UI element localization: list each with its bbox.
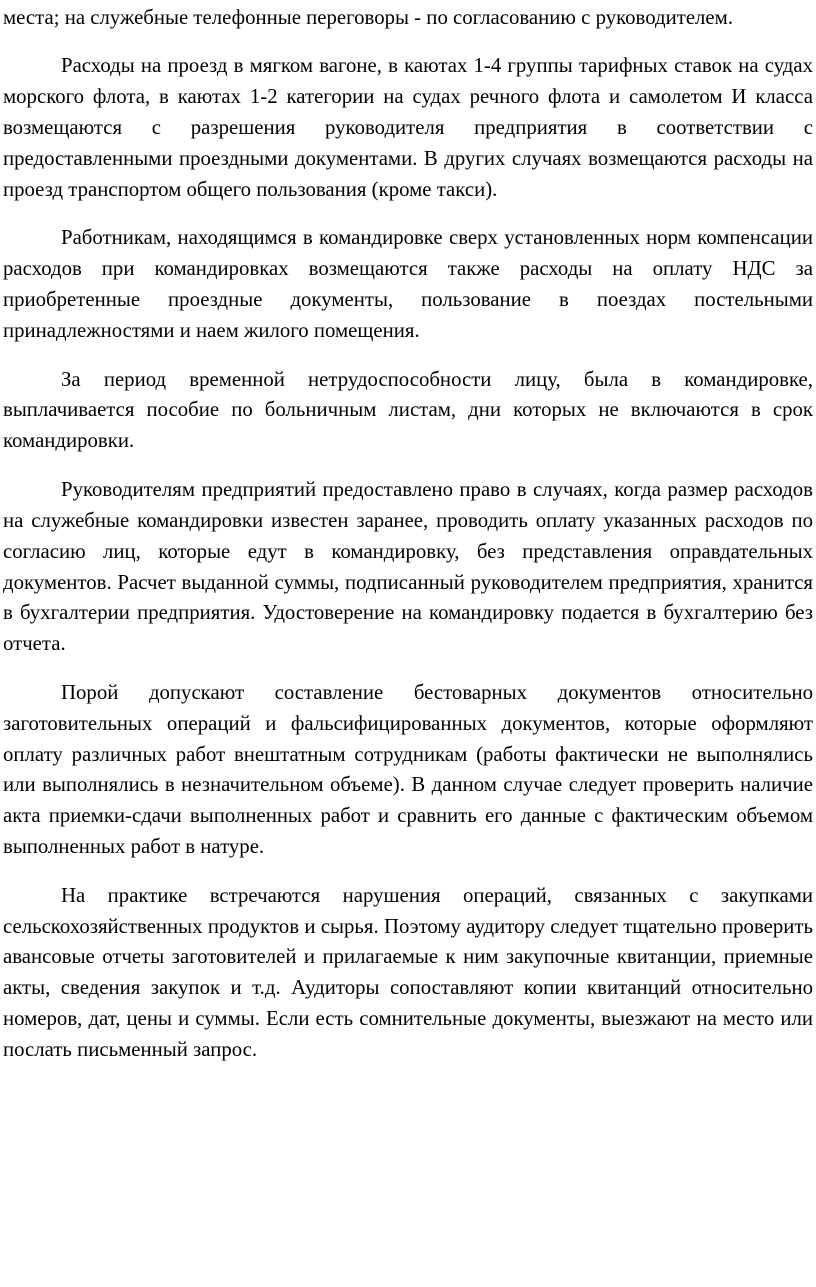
paragraph-vat-compensation: Работникам, находящимся в командировке сверх установленных норм компенсации расходов при командировках возмещаются также расходы на оплату НДС за приобретенные проездные документы, пользование в поездах постельными принадлежностями и наем жилого помещения. bbox=[3, 226, 813, 343]
paragraph-travel-expenses: Расходы на проезд в мягком вагоне, в каютах 1-4 группы тарифных ставок на судах морского флота, в каютах 1-2 категории на судах речного флота и самолетом И класса возмещаются с разрешения руководителя предприятия в соответствии с предоставленными проездными документами. В других случаях возмещаются расходы на проезд транспортом общего пользования (кроме такси). bbox=[3, 54, 813, 202]
paragraph-procurement-violations: На практике встречаются нарушения операций, связанных с закупками сельскохозяйственных продуктов и сырья. Поэтому аудитору следует тщательно проверить авансовые отчеты заготовителей и прилагаемые к ним закупочные квитанции, приемные акты, сведения закупок и т.д. Аудиторы сопоставляют копии квитанций относительно номеров, дат, цены и суммы. Если есть сомнительные документы, выезжают на место или послать письменный запрос. bbox=[3, 883, 813, 1062]
paragraph-managers-right: Руководителям предприятий предоставлено право в случаях, когда размер расходов на служебные командировки известен заранее, проводить оплату указанных расходов по согласию лиц, которые едут в командировку, без представления оправдательных документов. Расчет выданной суммы, подписанный руководителем предприятия, хранится в бухгалтерии предприятия. Удостоверение на командировку подается в бухгалтерию без отчета. bbox=[3, 477, 813, 656]
paragraph-sick-leave: За период временной нетрудоспособности лицу, была в командировке, выплачивается пособие по больничным листам, дни которых не включаются в срок командировки. bbox=[3, 367, 813, 453]
paragraph-continuation: места; на служебные телефонные переговоры - по согласованию с руководителем. bbox=[3, 6, 734, 29]
paragraph-falsified-documents: Порой допускают составление бестоварных документов относительно заготовительных операций и фальсифицированных документов, которые оформляют оплату различных работ внештатным сотрудникам (работы фактически не выполнялись или выполнялись в незначительном объеме). В данном случае следует проверить наличие акта приемки-сдачи выполненных работ и сравнить его данные с фактическим объемом выполненных работ в натуре. bbox=[3, 680, 813, 859]
